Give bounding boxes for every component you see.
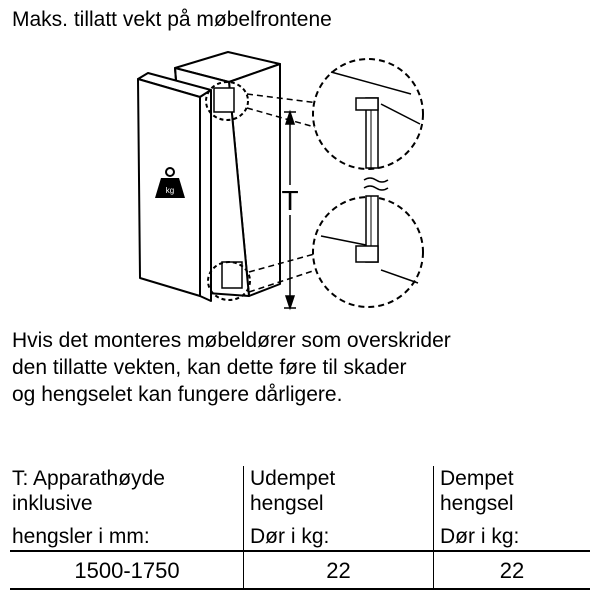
lower-hinge-detail: [313, 196, 423, 307]
col3-header-line: hengsel: [440, 492, 514, 515]
col1-unit: hengsler i mm:: [12, 525, 150, 548]
table-bottom-rule: [10, 588, 590, 590]
col2-header-line: Udempet: [250, 467, 336, 490]
table-header-rule: [10, 550, 590, 552]
page-title: Maks. tillatt vekt på møbelfrontene: [12, 8, 332, 31]
break-mark: [364, 178, 388, 190]
warning-text: [12, 327, 592, 408]
col2-unit: Dør i kg:: [250, 525, 330, 548]
col2-header-line: hengsel: [250, 492, 324, 515]
warning-line: og hengselet kan fungere dårligere.: [12, 383, 343, 406]
col3-unit: Dør i kg:: [440, 525, 520, 548]
col1-header-line: T: Apparathøyde: [12, 467, 165, 490]
height-label: T: [281, 185, 299, 216]
table-cell-height: 1500-1750: [74, 558, 180, 583]
upper-hinge-detail: [313, 59, 423, 169]
table-cell-undamped: 22: [326, 558, 351, 583]
col3-header-line: Dempet: [440, 467, 514, 490]
warning-line: Hvis det monteres møbeldører som overskrider: [12, 329, 451, 352]
col1-header-line: inklusive: [12, 492, 93, 515]
weight-badge-text: kg: [165, 186, 175, 195]
table-cell-damped: 22: [499, 558, 525, 583]
warning-line: den tillatte vekten, kan dette føre til skader: [12, 356, 407, 379]
